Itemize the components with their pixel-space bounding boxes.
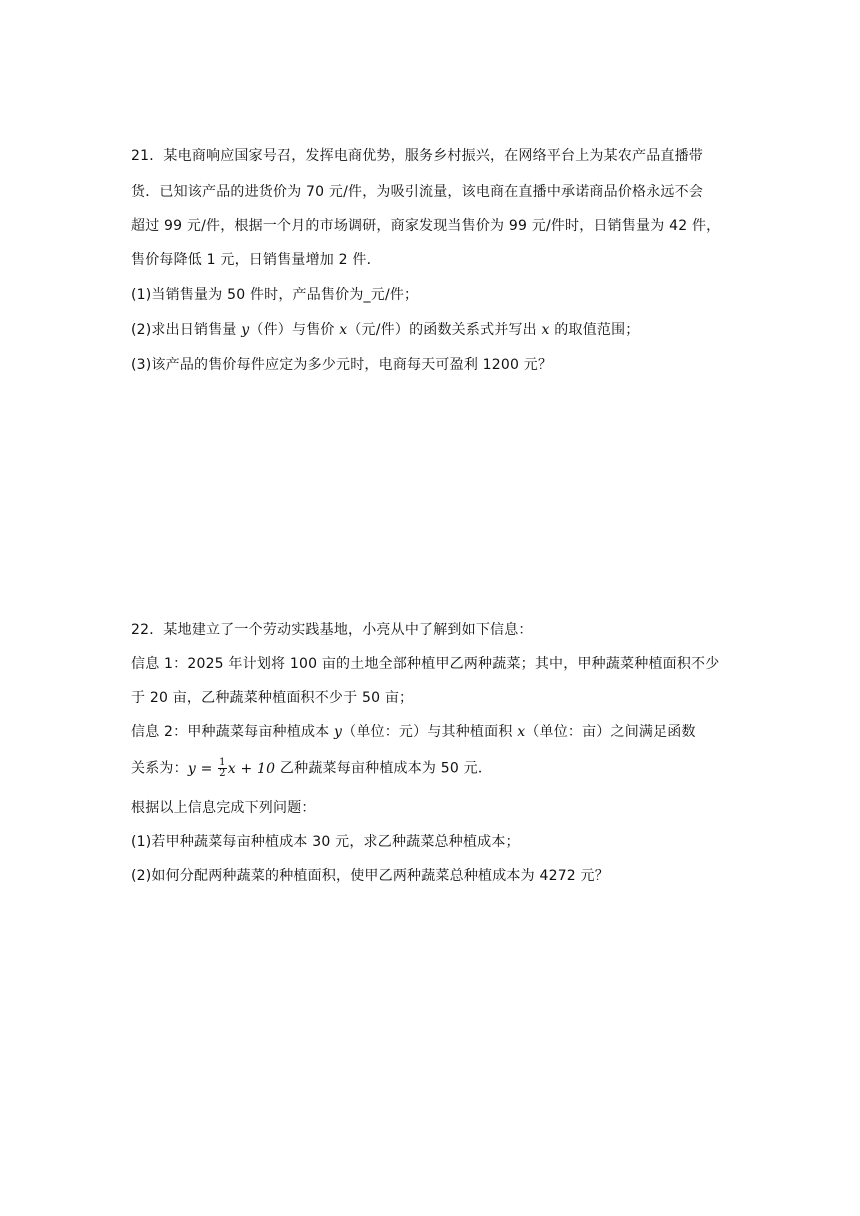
- q21-part-1: (1)当销售量为 50 件时，产品售价为_元/件；: [131, 287, 419, 303]
- q21-stem-line-3: 超过 99 元/件，根据一个月的市场调研，商家发现当售价为 99 元/件时，日销售量为 42 件，: [131, 218, 721, 234]
- q21-stem-line-1: 21．某电商响应国家号召，发挥电商优势，服务乡村振兴，在网络平台上为某农产品直播带: [131, 148, 704, 164]
- fraction-one-half: $\frac{1}{2}$: [219, 757, 226, 779]
- q22-stem: 22．某地建立了一个劳动实践基地，小亮从中了解到如下信息：: [131, 622, 533, 638]
- q22-intro: 根据以上信息完成下列问题：: [131, 800, 316, 816]
- cost-formula: y = $\frac{1}{2}$ x + 10: [187, 757, 276, 779]
- q22-info-1-line-1: 信息 1：2025 年计划将 100 亩的土地全部种植甲乙两种蔬菜；其中，甲种蔬菜种植面积不少: [131, 656, 720, 672]
- q22-part-2: (2)如何分配两种蔬菜的种植面积，使甲乙两种蔬菜总种植成本为 4272 元？: [131, 868, 609, 884]
- q21-stem-line-2: 货．已知该产品的进货价为 70 元/件，为吸引流量，该电商在直播中承诺商品价格永远不会: [131, 184, 704, 200]
- q22-info-2-line-1: 信息 2：甲种蔬菜每亩种植成本 y（单位：元）与其种植面积 x（单位：亩）之间满足函数: [131, 724, 696, 740]
- q21-part-3: (3)该产品的售价每件应定为多少元时，电商每天可盈利 1200 元？: [131, 357, 553, 373]
- q21-part-2: (2)求出日销售量 y（件）与售价 x（元/件）的函数关系式并写出 x 的取值范围；: [131, 322, 640, 338]
- q21-stem-line-4: 售价每降低 1 元，日销售量增加 2 件．: [131, 252, 381, 268]
- q22-info-1-line-2: 于 20 亩，乙种蔬菜种植面积不少于 50 亩；: [131, 690, 414, 706]
- q22-info-2-line-2: 关系为：y = $\frac{1}{2}$ x + 10 乙种蔬菜每亩种植成本为 50 元．: [131, 757, 493, 779]
- q22-part-1: (1)若甲种蔬菜每亩种植成本 30 元，求乙种蔬菜总种植成本；: [131, 834, 520, 850]
